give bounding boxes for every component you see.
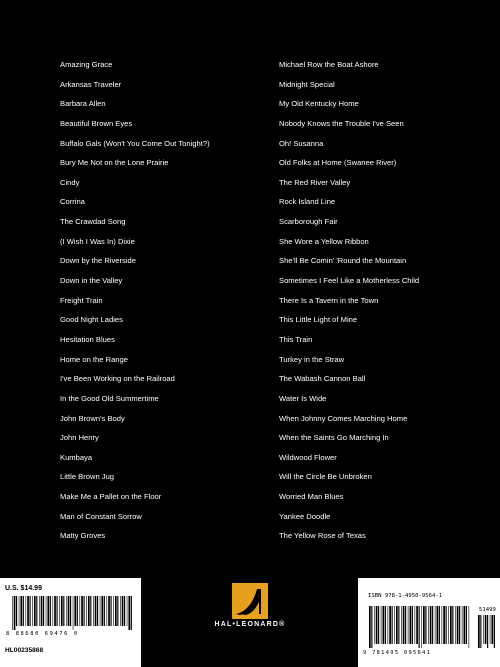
addon-code: 51499: [479, 607, 496, 613]
song-title: Down by the Riverside: [60, 256, 136, 266]
catalog-number: HL00235868: [5, 647, 44, 654]
song-title: This Little Light of Mine: [279, 315, 358, 325]
song-title: Scarborough Fair: [279, 217, 338, 227]
song-title: When the Saints Go Marching In: [279, 433, 389, 443]
hal-leonard-logo-icon: [232, 583, 268, 619]
ean-barcode: [368, 606, 472, 648]
song-title: Cindy: [60, 177, 80, 187]
song-title: Beautiful Brown Eyes: [60, 118, 133, 128]
song-title: Matty Groves: [60, 531, 106, 541]
song-list-left: [60, 55, 210, 546]
song-title: She'll Be Comin' 'Round the Mountain: [279, 256, 407, 266]
song-title: Freight Train: [60, 295, 103, 305]
song-title: Oh! Susanna: [279, 138, 324, 148]
publisher-name: HAL•LEONARD®: [214, 621, 286, 628]
upc-digits: 8 88680 69476 0: [6, 631, 79, 637]
song-title: John Henry: [60, 433, 99, 443]
addon-barcode: [477, 615, 498, 648]
song-title: Amazing Grace: [60, 60, 113, 69]
song-title: Midnight Special: [279, 79, 335, 89]
song-title: She Wore a Yellow Ribbon: [279, 236, 369, 246]
song-title: Hesitation Blues: [60, 334, 115, 344]
song-title: The Red River Valley: [279, 177, 351, 187]
song-title: Rock Island Line: [279, 197, 336, 207]
song-title: My Old Kentucky Home: [279, 99, 359, 109]
song-title: I've Been Working on the Railroad: [60, 374, 175, 384]
song-title: Arkansas Traveler: [60, 79, 122, 89]
song-title: The Wabash Cannon Ball: [279, 374, 366, 384]
song-title: Wildwood Flower: [279, 452, 337, 462]
song-title: Make Me a Pallet on the Floor: [60, 492, 162, 502]
song-title: Kumbaya: [60, 452, 93, 462]
song-title: Bury Me Not on the Lone Prairie: [60, 158, 169, 168]
song-title: Little Brown Jug: [60, 472, 115, 482]
isbn-label: ISBN 978-1-4950-9564-1: [368, 593, 443, 599]
ean-digits: 9 781495 095641: [363, 650, 432, 656]
price-label: U.S. $14.99: [5, 585, 42, 592]
song-title: The Crawdad Song: [60, 217, 126, 227]
song-title: Man of Constant Sorrow: [60, 511, 142, 521]
song-title: In the Good Old Summertime: [60, 393, 159, 403]
song-title: Turkey in the Straw: [279, 354, 345, 364]
song-title: Michael Row the Boat Ashore: [279, 60, 379, 69]
song-title: Worried Man Blues: [279, 492, 344, 502]
song-title: There Is a Tavern in the Town: [279, 295, 379, 305]
song-title: Barbara Allen: [60, 99, 106, 109]
song-title: Home on the Range: [60, 354, 128, 364]
song-title: When Johnny Comes Marching Home: [279, 413, 408, 423]
song-title: Sometimes I Feel Like a Motherless Child: [279, 276, 420, 286]
song-title: Old Folks at Home (Swanee River): [279, 158, 397, 168]
song-title: Down in the Valley: [60, 276, 123, 286]
song-title: This Train: [279, 334, 313, 344]
song-title: Good Night Ladies: [60, 315, 123, 325]
song-title: Nobody Knows the Trouble I've Seen: [279, 118, 404, 128]
song-title: (I Wish I Was In) Dixie: [60, 236, 135, 246]
song-title: John Brown's Body: [60, 413, 125, 423]
song-title: Water Is Wide: [279, 393, 327, 403]
song-list-right: [279, 55, 419, 546]
song-title: Corrina: [60, 197, 85, 207]
song-title: Buffalo Gals (Won't You Come Out Tonight?): [60, 138, 210, 148]
song-title: Will the Circle Be Unbroken: [279, 472, 372, 482]
isbn-barcode-box: [358, 578, 500, 667]
song-title: Yankee Doodle: [279, 511, 331, 521]
song-title: The Yellow Rose of Texas: [279, 531, 366, 541]
